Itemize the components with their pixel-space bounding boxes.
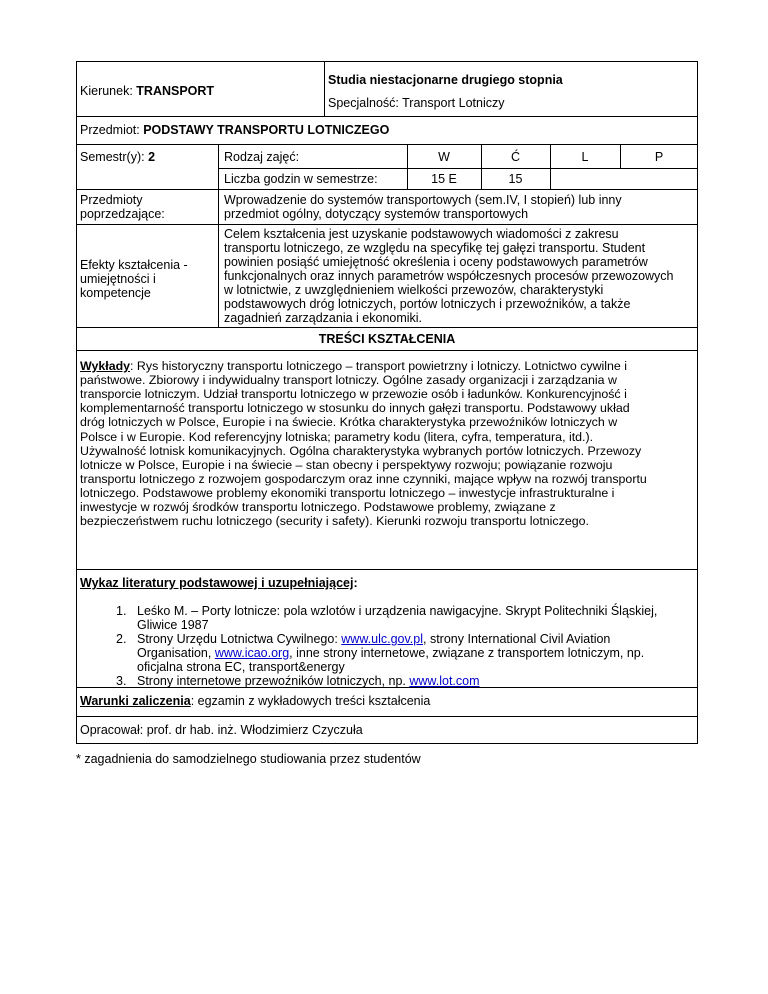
col-header-p: P xyxy=(654,150,664,164)
wyklady-line: transportu lotniczego z rozwojem gospodarczym oraz inne czynniki, mające wpływ na rozwój transportu xyxy=(80,471,647,486)
przedmiot-label: Przedmiot: xyxy=(80,123,144,137)
specjalnosc: Specjalność: Transport Lotniczy xyxy=(328,96,505,110)
przedmiot xyxy=(80,123,389,137)
wyklady-line: transporcie lotniczym. Udział transportu lotniczego w przewozie osób i ładunków. Konkurencyjność i xyxy=(80,387,627,402)
row-divider xyxy=(76,350,698,351)
przedmiot-value: PODSTAWY TRANSPORTU LOTNICZEGO xyxy=(143,123,390,137)
warunki-zaliczenia xyxy=(80,694,430,708)
efekty-label-3: kompetencje xyxy=(80,286,151,300)
row-divider xyxy=(76,144,698,145)
semestr xyxy=(80,150,155,164)
lit-item-3-text: Strony internetowe przewoźników lotniczych, np. xyxy=(137,674,410,688)
row-divider xyxy=(76,716,698,717)
lit-item-2-text-d: , inne strony internetowe, związane z transportem lotniczym, np. xyxy=(289,646,645,660)
efekty-text-7: zagadnień zarządzania i ekonomiki. xyxy=(224,311,423,325)
col-divider xyxy=(324,61,325,116)
studia-title xyxy=(328,73,563,87)
poprzedzajace-label-1: Przedmioty xyxy=(80,193,143,207)
hours-w: 15 E xyxy=(431,172,457,186)
wyklady-line: Używalność lotnisk komunikacyjnych. Ogólna charakterystyka wybranych portów lotniczych. Przewozy xyxy=(80,443,642,458)
lit-item-2-text-a: Strony Urzędu Lotnictwa Cywilnego: xyxy=(137,632,342,646)
tresci-title-text: TREŚCI KSZTAŁCENIA xyxy=(318,332,456,346)
wyklady-line: dróg lotniczych w Polsce, Europie i na świecie. Krótka charakterystyka przewoźników lotniczych w xyxy=(80,415,618,430)
lit-num-1: 1. xyxy=(116,604,127,618)
opracowal: Opracował: prof. dr hab. inż. Włodzimierz Czyczuła xyxy=(80,723,363,737)
semestr-value: 2 xyxy=(148,150,156,164)
lit-num-2: 2. xyxy=(116,632,127,646)
wyklady-line: inwestycje w rozwój środków transportu lotniczego. Podstawowe problemy, związane z xyxy=(80,500,556,514)
tresci-title xyxy=(76,332,698,346)
rodzaj-zajec-label: Rodzaj zajęć: xyxy=(224,150,300,164)
efekty-text-4: funkcjonalnych oraz innych parametrów współczesnych procesów przewozowych xyxy=(224,269,674,283)
lit-item-2-line-1 xyxy=(137,632,610,646)
col-header-l: L xyxy=(581,150,589,164)
literatura-title-text: Wykaz literatury podstawowej i uzupełniającej xyxy=(80,576,354,590)
row-divider xyxy=(76,569,698,570)
poprzedzajace-label-2: poprzedzające: xyxy=(80,207,165,221)
col-header-w: W xyxy=(438,150,450,164)
efekty-text-1: Celem kształcenia jest uzyskanie podstawowych wiadomości z zakresu xyxy=(224,227,619,241)
wyklady-line: Polsce i w Europie. Kod referencyjny lotniska; parametry kodu (litera, cyfra, temperatura, itd.). xyxy=(80,429,594,444)
col-header-c: Ć xyxy=(510,150,521,164)
footnote: * zagadnienia do samodzielnego studiowania przez studentów xyxy=(76,752,421,766)
warunki-label: Warunki zaliczenia xyxy=(80,694,191,708)
wyklady-line: państwowe. Zbiorowy i indywidualny transport lotniczy. Ogólne zasady organizacji i zarządzania w xyxy=(80,373,617,388)
efekty-label-2: umiejętności i xyxy=(80,272,156,286)
lit-item-2-text-b: , strony International Civil Aviation xyxy=(423,632,611,646)
warunki-value: : egzamin z wykładowych treści kształcenia xyxy=(190,694,431,708)
row-divider xyxy=(76,224,698,225)
link-lot[interactable]: www.lot.com xyxy=(409,674,480,688)
link-icao[interactable]: www.icao.org xyxy=(214,646,290,660)
wyklady-line: bezpieczeństwem ruchu lotniczego (security i safety). Kierunki rozwoju transportu lotniczego. xyxy=(80,514,589,529)
lit-item-1-line-2: Gliwice 1987 xyxy=(137,618,209,632)
row-divider xyxy=(76,327,698,328)
wyklady-line: komplementarność transportu lotniczego w stosunku do innych gałęzi transportu. Podstawowy układ xyxy=(80,401,630,416)
lit-item-3-line-1 xyxy=(137,674,480,688)
semestr-label: Semestr(y): xyxy=(80,150,149,164)
kierunek-label: Kierunek: xyxy=(80,84,137,98)
wyklady-line: lotniczego. Podstawowe problemy ekonomiki transportu lotniczego – inwestycje infrastrukturalne i xyxy=(80,485,615,500)
lit-num-3: 3. xyxy=(116,674,127,688)
col-divider xyxy=(218,144,219,327)
lit-item-2-line-2 xyxy=(137,646,644,660)
kierunek-value: TRANSPORT xyxy=(136,84,215,98)
link-ulc[interactable]: www.ulc.gov.pl xyxy=(341,632,424,646)
lit-item-2-line-3: oficjalna strona EC, transport&energy xyxy=(137,660,345,674)
poprzedzajace-text-1: Wprowadzenie do systemów transportowych (sem.IV, I stopień) lub inny xyxy=(224,193,622,207)
studia-text: Studia niestacjonarne drugiego stopnia xyxy=(328,73,563,87)
literatura-title-colon: : xyxy=(353,576,358,590)
liczba-godzin-label: Liczba godzin w semestrze: xyxy=(224,172,378,186)
kierunek xyxy=(80,84,214,98)
efekty-text-5: w lotnictwie, z uwzględnieniem wielkości przewozów, charakterystyki xyxy=(224,283,604,297)
efekty-text-6: podstawowych dróg lotniczych, portów lotniczych i przewoźników, a także xyxy=(224,297,631,311)
wyklady-label: Wykłady xyxy=(80,359,131,373)
wyklady-line: lotnicze w Polsce, Europie i na świecie – stan obecny i perspektywy rozwoju; powiązanie rozwoju xyxy=(80,457,613,472)
hours-c: 15 xyxy=(508,172,523,186)
row-divider xyxy=(76,116,698,117)
poprzedzajace-text-2: przedmiot ogólny, dotyczący systemów transportowych xyxy=(224,207,529,221)
efekty-text-3: powinien posiąść umiejętność określenia i oceny podstawowych parametrów xyxy=(224,255,648,269)
literatura-title xyxy=(80,576,358,590)
efekty-label-1: Efekty kształcenia - xyxy=(80,258,188,272)
efekty-text-2: transportu lotniczego, ze względu na specyfikę tej gałęzi transportu. Student xyxy=(224,241,646,255)
lit-item-2-text-c: Organisation, xyxy=(137,646,215,660)
row-divider xyxy=(218,168,698,169)
row-divider xyxy=(76,189,698,190)
lit-item-1-line-1: Leśko M. – Porty lotnicze: pola wzlotów i urządzenia nawigacyjne. Skrypt Politechniki Śląskiej, xyxy=(137,604,658,618)
wyklady-line-1 xyxy=(80,359,627,373)
wyklady-first-line: : Rys historyczny transportu lotniczego – transport powietrzny i lotniczy. Lotnictwo cywilne i xyxy=(130,359,628,373)
